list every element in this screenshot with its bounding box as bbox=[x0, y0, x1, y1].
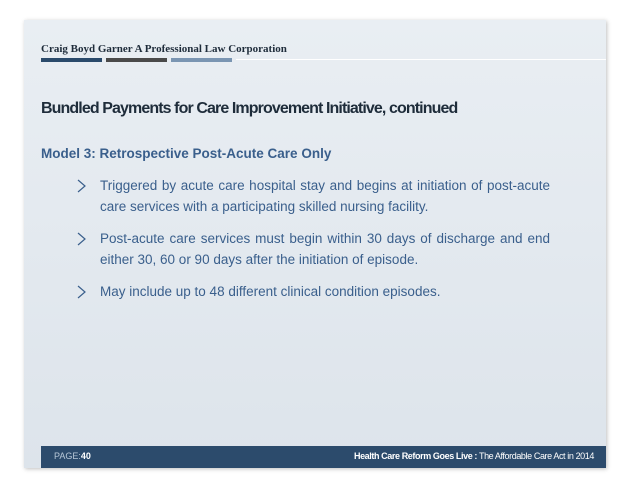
chevron-right-icon bbox=[75, 228, 89, 249]
page-number: 40 bbox=[80, 451, 91, 461]
header-rule bbox=[236, 59, 606, 60]
bullet-item bbox=[75, 175, 550, 217]
slide-subtitle: Model 3: Retrospective Post-Acute Care Only bbox=[41, 146, 332, 161]
slide bbox=[24, 20, 606, 468]
firm-name: Craig Boyd Garner A Professional Law Corporation bbox=[41, 43, 287, 55]
footer-series-subtitle: The Affordable Care Act in 2014 bbox=[478, 451, 594, 461]
footer-bar bbox=[41, 446, 606, 468]
chevron-right-icon bbox=[75, 175, 89, 196]
bullet-item bbox=[75, 281, 550, 302]
chevron-right-icon bbox=[75, 281, 89, 302]
bullet-text: Triggered by acute care hospital stay and begins at initiation of post-acute care services with a participating skilled nursing facility. bbox=[100, 178, 550, 214]
bullet-item bbox=[75, 228, 550, 270]
page-label: PAGE: bbox=[54, 451, 81, 461]
bullet-list bbox=[75, 175, 550, 313]
slide-title: Bundled Payments for Care Improvement Initiative, continued bbox=[41, 100, 458, 117]
bullet-text: Post-acute care services must begin within 30 days of discharge and end either 30, 60 or 90 days after the initiation of episode. bbox=[100, 231, 550, 267]
header-bar-light-blue bbox=[171, 58, 232, 62]
footer-series bbox=[354, 451, 594, 461]
header-bar-navy bbox=[41, 58, 102, 62]
page-indicator bbox=[54, 451, 91, 461]
footer-series-title: Health Care Reform Goes Live : bbox=[353, 451, 478, 461]
header-bar-gray bbox=[106, 58, 167, 62]
bullet-text: May include up to 48 different clinical condition episodes. bbox=[100, 284, 441, 299]
